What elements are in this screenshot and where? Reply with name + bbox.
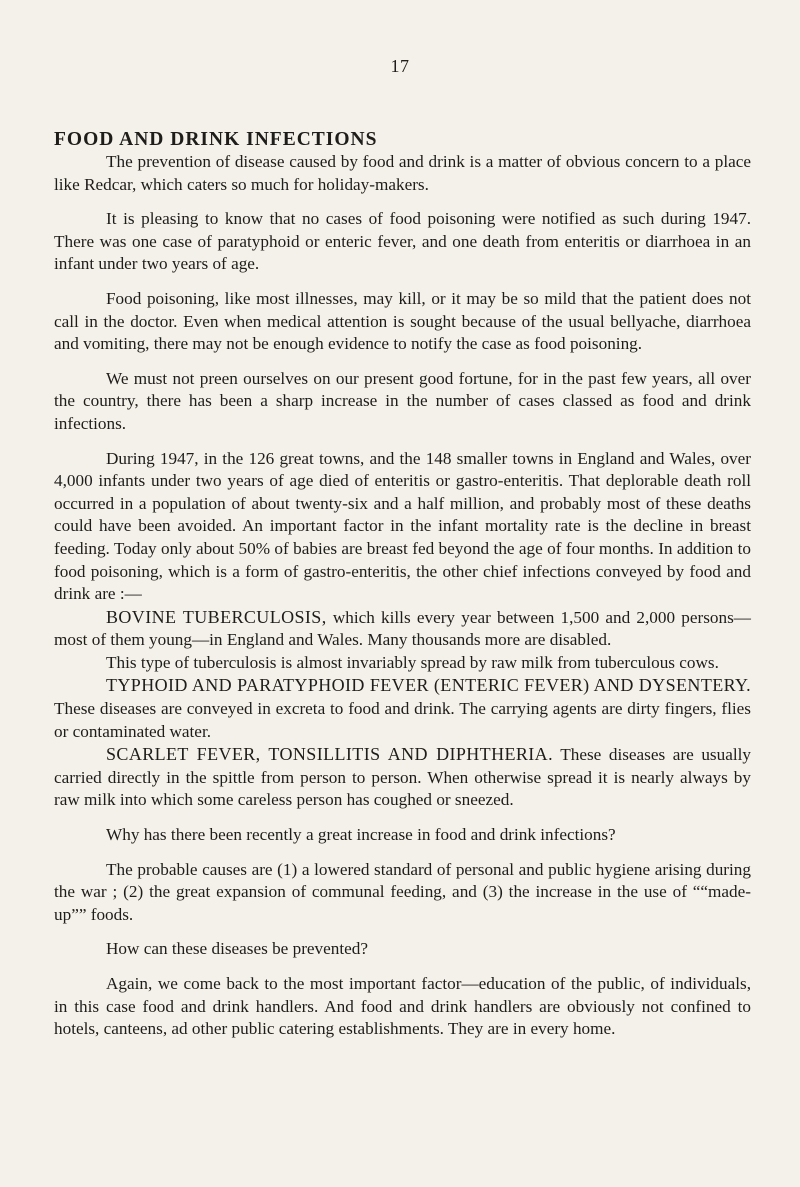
paragraph-increase: We must not preen ourselves on our present good fortune, for in the past few years, all over the country, there has been a sharp increase in the number of cases classed as food and drink infections.	[54, 368, 751, 433]
paragraph-1947-cases: It is pleasing to know that no cases of food poisoning were notified as such during 1947. There was one case of paratyphoid or enteric fever, and one death from enteritis or diarrhoea in an infant under two years of age.	[54, 209, 751, 274]
paragraph-probable-causes: The probable causes are (1) a lowered standard of personal and public hygiene arising during the war ; (2) the great expansion of communal feeding, and (3) the increase in the use of ““made-up”” foods.	[54, 859, 751, 924]
page-number: 17	[390, 56, 410, 76]
paragraph-infant-deaths: During 1947, in the 126 great towns, and the 148 smaller towns in England and Wales, over 4,000 infants under two years of age died of enteritis or gastro-enteritis. That deplorable death roll occurred in a population of about twenty-six and a half million, and probably most of these deaths could have been avoided. An important factor in the infant mortality rate is the decline in breast feeding. Today only about 50% of babies are breast fed beyond the age of four months. In addition to food poisoning, which is a form of gastro-enteritis, the other chief infections conveyed by food and drink are :—	[54, 448, 751, 604]
typhoid-text: These diseases are conveyed in excreta to food and drink. The carrying agents are dirty fingers, flies or contaminated water.	[54, 699, 751, 741]
article-body	[54, 128, 751, 1041]
typhoid-title: TYPHOID AND PARATYPHOID FEVER (ENTERIC FEVER) AND DYSENTERY.	[106, 675, 751, 696]
section-heading: FOOD AND DRINK INFECTIONS	[54, 129, 378, 150]
paragraph-bovine-spread: This type of tuberculosis is almost invariably spread by raw milk from tuberculous cows.	[106, 652, 719, 672]
scarlet-fever-title: SCARLET FEVER, TONSILLITIS AND DIPHTHERIA.	[106, 744, 553, 765]
bovine-tuberculosis-text: which kills every year between 1,500 and 2,000 persons—most of them young—in England and Wales. Many thousands more are disabled.	[54, 607, 751, 650]
paragraph-typhoid	[54, 674, 751, 743]
question-why-increase: Why has there been recently a great increase in food and drink infections?	[106, 825, 616, 845]
paragraph-food-poisoning: Food poisoning, like most illnesses, may kill, or it may be so mild that the patient does not call in the doctor. Even when medical attention is sought because of the usual bellyache, diarrhoea and vomiting, there may not be enough evidence to notify the case as food poisoning.	[54, 288, 751, 354]
scarlet-fever-text: These diseases are usually carried directly in the spittle from person to person. When otherwise spread it is nearly always by raw milk into which some careless person has coughed or sneezed.	[54, 745, 751, 810]
paragraph-bovine-tuberculosis	[54, 606, 751, 652]
paragraph-scarlet-fever	[54, 743, 751, 812]
bovine-tuberculosis-title: BOVINE TUBERCULOSIS,	[106, 606, 327, 627]
paragraph-education: Again, we come back to the most important factor—education of the public, of individuals, in this case food and drink handlers. And food and drink handlers are obviously not confined to hotels, canteens, ad other public catering establishments. They are in every home.	[54, 974, 751, 1039]
paragraph-prevention: The prevention of disease caused by food and drink is a matter of obvious concern to a place like Redcar, which caters so much for holiday-makers.	[54, 152, 751, 194]
question-prevention: How can these diseases be prevented?	[106, 939, 369, 959]
